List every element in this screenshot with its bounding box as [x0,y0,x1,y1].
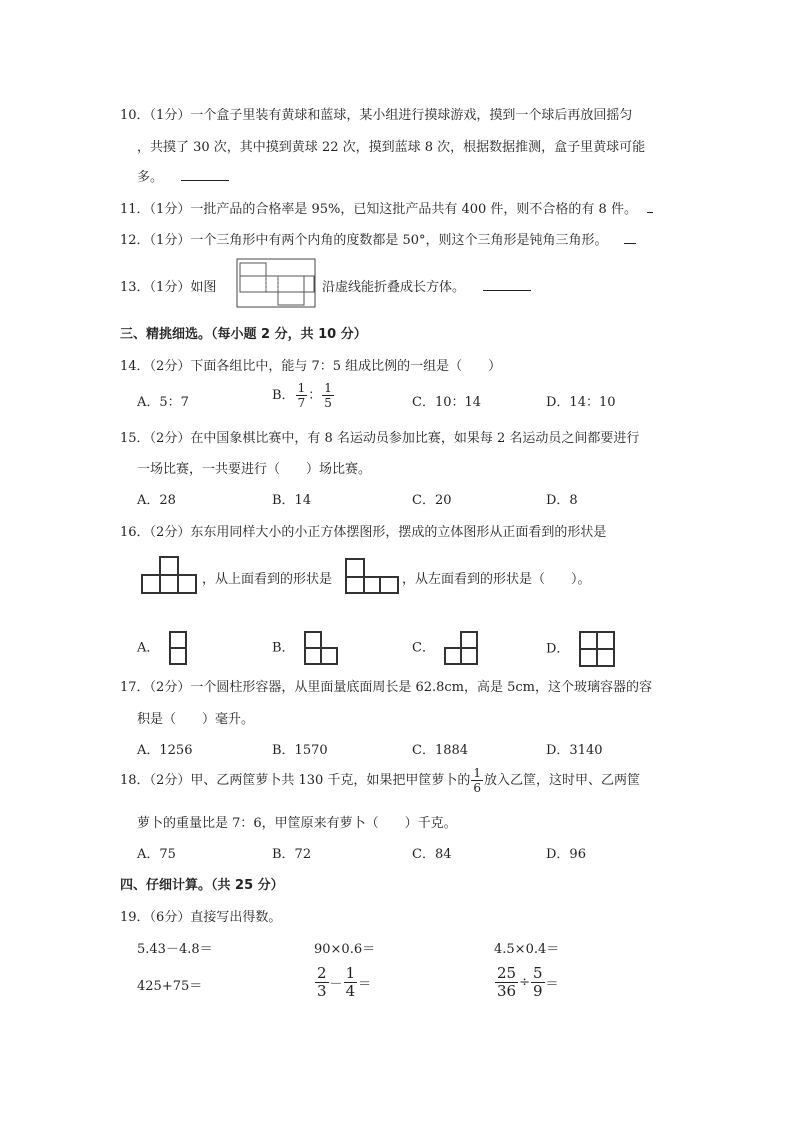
q19-stem: 19．（6分）直接写出得数。 [120,910,282,925]
fraction [471,767,483,794]
operator: ÷ [519,975,530,990]
q18-option-a[interactable]: A．75 [137,847,176,862]
answer-blank[interactable] [624,231,636,244]
q16-end: ，从左面看到的形状是（ ）。 [402,572,591,587]
ratio-colon: ： [308,388,322,403]
calc-expr-5 [314,966,371,999]
q16-mid: ，从上面看到的形状是 [202,572,333,587]
top-view-figure [344,557,400,595]
front-view-figure [140,555,198,595]
calc-expr-4: 425+75＝ [137,979,203,994]
section-3-title: 三、精挑细选。（每小题 2 分，共 10 分） [120,327,367,342]
fraction-numerator: 1 [345,964,356,982]
q18-line1 [120,767,640,794]
q14-option-b-label: B． [272,388,295,403]
q13-prefix: 13．（1分）如图 [120,280,217,295]
option-d-figure [578,630,616,668]
q15-option-d[interactable]: D．8 [546,493,578,508]
q17-line2: 积是（ ）毫升。 [137,712,255,727]
answer-blank[interactable] [647,200,653,213]
fraction-numerator: 1 [297,381,306,395]
q15-option-c[interactable]: C．20 [412,493,452,508]
q18-option-b[interactable]: B．72 [272,847,312,862]
calc-expr-2: 90×0.6＝ [314,942,376,957]
fraction-numerator: 1 [324,381,332,395]
q14-stem: 14．（2分）下面各组比中，能与 7：5 组成比例的一组是（ ） [120,359,502,374]
fraction-numerator: 1 [473,766,482,780]
q16-option-d-label: D． [546,641,570,657]
q17-option-c[interactable]: C．1884 [412,743,469,758]
q16-option-b-label: B． [272,640,295,656]
q10-line1: 10．（1分）一个盒子里装有黄球和蓝球，某小组进行摸球游戏，摸到一个球后再放回摇匀 [120,108,633,123]
q15-option-b[interactable]: B．14 [272,493,312,508]
q11 [120,198,653,217]
fraction-denominator: 5 [324,396,332,410]
fraction [495,966,518,999]
q11-text: 11．（1分）一批产品的合格率是 95%，已知这批产品共有 400 件，则不合格的有 8 件。 [120,202,637,217]
section-4-title: 四、仔细计算。（共 25 分） [120,878,284,893]
q17-option-d[interactable]: D．3140 [546,743,603,758]
fraction-denominator: 7 [297,396,306,410]
fraction-denominator: 9 [533,982,543,1000]
option-c-figure [443,630,481,666]
equals-sign: ＝ [358,977,372,992]
calc-expr-3: 4.5×0.4＝ [494,942,560,957]
q12-text: 12．（1分）一个三角形中有两个内角的度数都是 50°，则这个三角形是钝角三角形。 [120,233,608,248]
fraction-denominator: 36 [497,982,517,1000]
q18-part2: 放入乙筐，这时甲、乙两筐 [484,773,641,788]
q18-option-d[interactable]: D．96 [546,847,586,862]
fraction [296,382,308,409]
q13-suffix-line [322,276,531,295]
q18-line2: 萝卜的重量比是 7：6，甲筐原来有萝卜（ ）千克。 [137,816,457,831]
operator: － [329,977,343,992]
q17-option-b[interactable]: B．1570 [272,743,328,758]
fraction-numerator: 25 [497,964,517,982]
q10-line3-text: 多。 [137,170,164,185]
q14-option-c[interactable]: C．10：14 [412,395,482,410]
q15-option-a[interactable]: A．28 [137,493,176,508]
fraction [322,382,334,409]
fraction [531,966,545,999]
fraction-numerator: 5 [533,964,543,982]
q18-option-c[interactable]: C．84 [412,847,452,862]
equals-sign: ＝ [545,977,559,992]
q15-line1: 15．（2分）在中国象棋比赛中，有 8 名运动员参加比赛，如果每 2 名运动员之间都要进行 [120,431,640,446]
q10-line3 [137,166,229,185]
q10-line2: ，共摸了 30 次，其中摸到黄球 22 次，摸到蓝球 8 次，根据数据推测，盒子里黄球可能 [137,140,646,155]
q17-option-a[interactable]: A．1256 [137,743,193,758]
option-b-figure [303,630,341,666]
fraction-denominator: 6 [473,781,482,795]
fraction-denominator: 3 [317,982,327,1000]
calc-expr-6 [494,966,559,999]
q15-line2: 一场比赛，一共要进行（ ）场比赛。 [137,462,372,477]
q14-option-a[interactable]: A．5：7 [137,395,189,410]
q16-option-c[interactable] [412,630,481,666]
q17-line1: 17．（2分）一个圆柱形容器，从里面量底面周长是 62.8cm，高是 5cm，这个玻璃容器的容 [120,680,653,695]
q16-option-a[interactable] [137,630,188,666]
fraction [315,966,329,999]
q12 [120,229,636,248]
answer-blank[interactable] [181,168,229,181]
q16-option-d[interactable] [546,630,616,668]
fraction [344,966,358,999]
q16-option-c-label: C． [412,640,435,656]
fraction-denominator: 4 [345,982,356,1000]
q16-option-b[interactable] [272,630,341,666]
q16-line1: 16．（2分）东东用同样大小的小正方体摆图形，摆成的立体图形从正面看到的形状是 [120,525,607,540]
q16-option-a-label: A． [137,640,160,656]
calc-expr-1: 5.43－4.8＝ [137,942,213,957]
q18-part1: 18．（2分）甲、乙两筐萝卜共 130 千克，如果把甲筐萝卜的 [120,773,471,788]
option-a-figure [168,630,188,666]
answer-blank[interactable] [483,278,531,291]
q14-option-b[interactable] [272,382,335,409]
cuboid-net-figure [236,258,316,308]
q13-suffix: 沿虚线能折叠成长方体。 [322,280,466,295]
q14-option-d[interactable]: D．14：10 [546,395,616,410]
fraction-numerator: 2 [317,964,327,982]
